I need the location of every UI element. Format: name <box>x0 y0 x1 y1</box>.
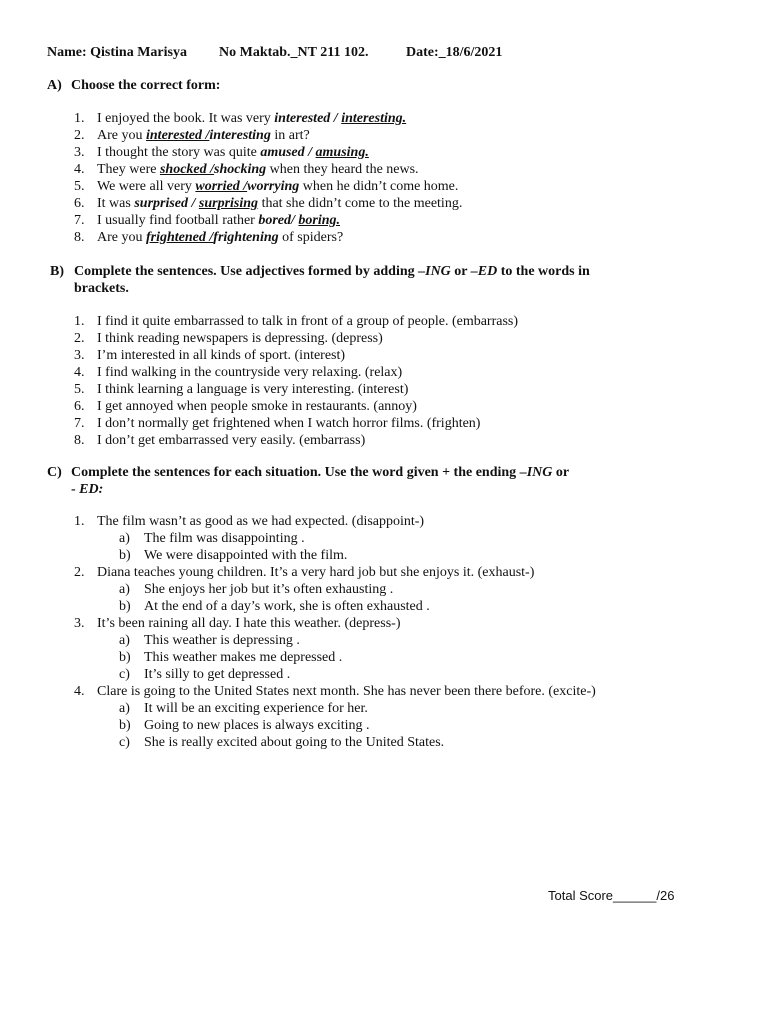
item-text: when they heard the news. <box>266 162 419 177</box>
section-a-item <box>97 229 343 246</box>
section-b-item: I don’t normally get frightened when I watch horror films. (frighten) <box>97 416 481 431</box>
item-number: 8. <box>74 230 85 245</box>
sub-letter: b) <box>119 548 131 563</box>
item-number: 5. <box>74 179 85 194</box>
item-number: 2. <box>74 565 85 580</box>
option-a: bored/ <box>258 213 299 228</box>
section-c-answer: This weather is depressing . <box>144 633 300 648</box>
item-text: It was <box>97 196 135 211</box>
item-number: 1. <box>74 514 85 529</box>
option-a: shocked / <box>159 162 215 177</box>
item-text: I thought the story was quite <box>97 145 261 160</box>
item-text: in art? <box>270 128 310 143</box>
item-number: 3. <box>74 616 85 631</box>
section-a-item <box>97 127 310 144</box>
section-c-answer: Going to new places is always exciting . <box>144 718 370 733</box>
date: Date:_18/6/2021 <box>406 45 503 60</box>
section-b-title-line2: brackets. <box>74 281 129 296</box>
section-c-question: It’s been raining all day. I hate this weather. (depress-) <box>97 616 401 631</box>
item-text: when he didn’t come home. <box>299 179 459 194</box>
item-number: 7. <box>74 213 85 228</box>
item-number: 4. <box>74 684 85 699</box>
section-b-item: I get annoyed when people smoke in restaurants. (annoy) <box>97 399 417 414</box>
total-score: Total Score______/26 <box>548 888 675 903</box>
option-b: boring. <box>298 213 341 228</box>
section-c-letter: C) <box>47 465 62 480</box>
section-b-item: I think reading newspapers is depressing. (depress) <box>97 331 383 346</box>
section-b-letter: B) <box>50 264 64 279</box>
section-b-item: I find it quite embarrassed to talk in front of a group of people. (embarrass) <box>97 314 519 329</box>
section-a-item <box>97 110 406 127</box>
item-text: We were all very <box>97 179 196 194</box>
student-name: Name: Qistina Marisya <box>47 45 187 60</box>
no-maktab: No Maktab._NT 211 102. <box>219 45 369 60</box>
item-text: I enjoyed the book. It was very <box>97 111 275 126</box>
sub-letter: a) <box>119 701 130 716</box>
section-a-item <box>97 144 369 161</box>
sub-letter: a) <box>119 582 130 597</box>
section-a-letter: A) <box>47 78 62 93</box>
section-c-answer: She enjoys her job but it’s often exhausting . <box>144 582 394 597</box>
item-number: 6. <box>74 399 85 414</box>
option-b: worrying <box>247 179 300 194</box>
option-a: interested / <box>274 111 342 126</box>
item-number: 6. <box>74 196 85 211</box>
option-b: surprising <box>198 196 259 211</box>
item-text: of spiders? <box>278 230 344 245</box>
option-b: interesting. <box>341 111 407 126</box>
item-number: 1. <box>74 314 85 329</box>
item-number: 4. <box>74 162 85 177</box>
item-text: Are you <box>97 230 146 245</box>
option-b: frightening <box>213 230 279 245</box>
sub-letter: a) <box>119 633 130 648</box>
item-number: 4. <box>74 365 85 380</box>
section-c-title-line2: - ED: <box>71 482 104 497</box>
sub-letter: c) <box>119 735 130 750</box>
option-a: frightened / <box>146 230 214 245</box>
item-text: that she didn’t come to the meeting. <box>258 196 463 211</box>
section-b-item: I find walking in the countryside very relaxing. (relax) <box>97 365 403 380</box>
option-a: amused / <box>260 145 316 160</box>
item-number: 2. <box>74 128 85 143</box>
sub-letter: b) <box>119 718 131 733</box>
section-b-title-line1: Complete the sentences. Use adjectives formed by adding –ING or –ED to the words in <box>74 264 590 279</box>
section-c-answer: We were disappointed with the film. <box>144 548 348 563</box>
item-number: 8. <box>74 433 85 448</box>
option-a: interested / <box>146 128 210 143</box>
item-text: I usually find football rather <box>97 213 259 228</box>
sub-letter: b) <box>119 650 131 665</box>
section-c-question: Diana teaches young children. It’s a very hard job but she enjoys it. (exhaust-) <box>97 565 535 580</box>
sub-letter: a) <box>119 531 130 546</box>
section-c-answer: It will be an exciting experience for her. <box>144 701 368 716</box>
item-text: They were <box>97 162 160 177</box>
section-c-answer: At the end of a day’s work, she is often exhausted . <box>144 599 430 614</box>
item-number: 3. <box>74 348 85 363</box>
section-c-question: Clare is going to the United States next month. She has never been there before. (excite-) <box>97 684 596 699</box>
section-c-answer: It’s silly to get depressed . <box>144 667 291 682</box>
option-b: amusing. <box>315 145 369 160</box>
section-c-title-line1: Complete the sentences for each situation. Use the word given + the ending –ING or <box>71 465 570 480</box>
item-number: 1. <box>74 111 85 126</box>
item-text: Are you <box>97 128 146 143</box>
section-c-answer: This weather makes me depressed . <box>144 650 343 665</box>
section-a-item <box>97 161 419 178</box>
sub-letter: c) <box>119 667 130 682</box>
section-b-item: I don’t get embarrassed very easily. (embarrass) <box>97 433 366 448</box>
section-a-item <box>97 195 462 212</box>
option-a: worried / <box>195 179 248 194</box>
section-b-item: I think learning a language is very interesting. (interest) <box>97 382 409 397</box>
section-c-answer: The film was disappointing . <box>144 531 305 546</box>
option-b: shocking <box>214 162 267 177</box>
option-a: surprised / <box>134 196 199 211</box>
item-number: 3. <box>74 145 85 160</box>
option-b: interesting <box>209 128 271 143</box>
section-a-item <box>97 212 340 229</box>
item-number: 7. <box>74 416 85 431</box>
item-number: 2. <box>74 331 85 346</box>
section-c-question: The film wasn’t as good as we had expected. (disappoint-) <box>97 514 425 529</box>
item-number: 5. <box>74 382 85 397</box>
section-c-answer: She is really excited about going to the United States. <box>144 735 445 750</box>
section-a-item <box>97 178 458 195</box>
section-b-item: I’m interested in all kinds of sport. (interest) <box>97 348 346 363</box>
sub-letter: b) <box>119 599 131 614</box>
section-a-title: Choose the correct form: <box>71 78 221 93</box>
